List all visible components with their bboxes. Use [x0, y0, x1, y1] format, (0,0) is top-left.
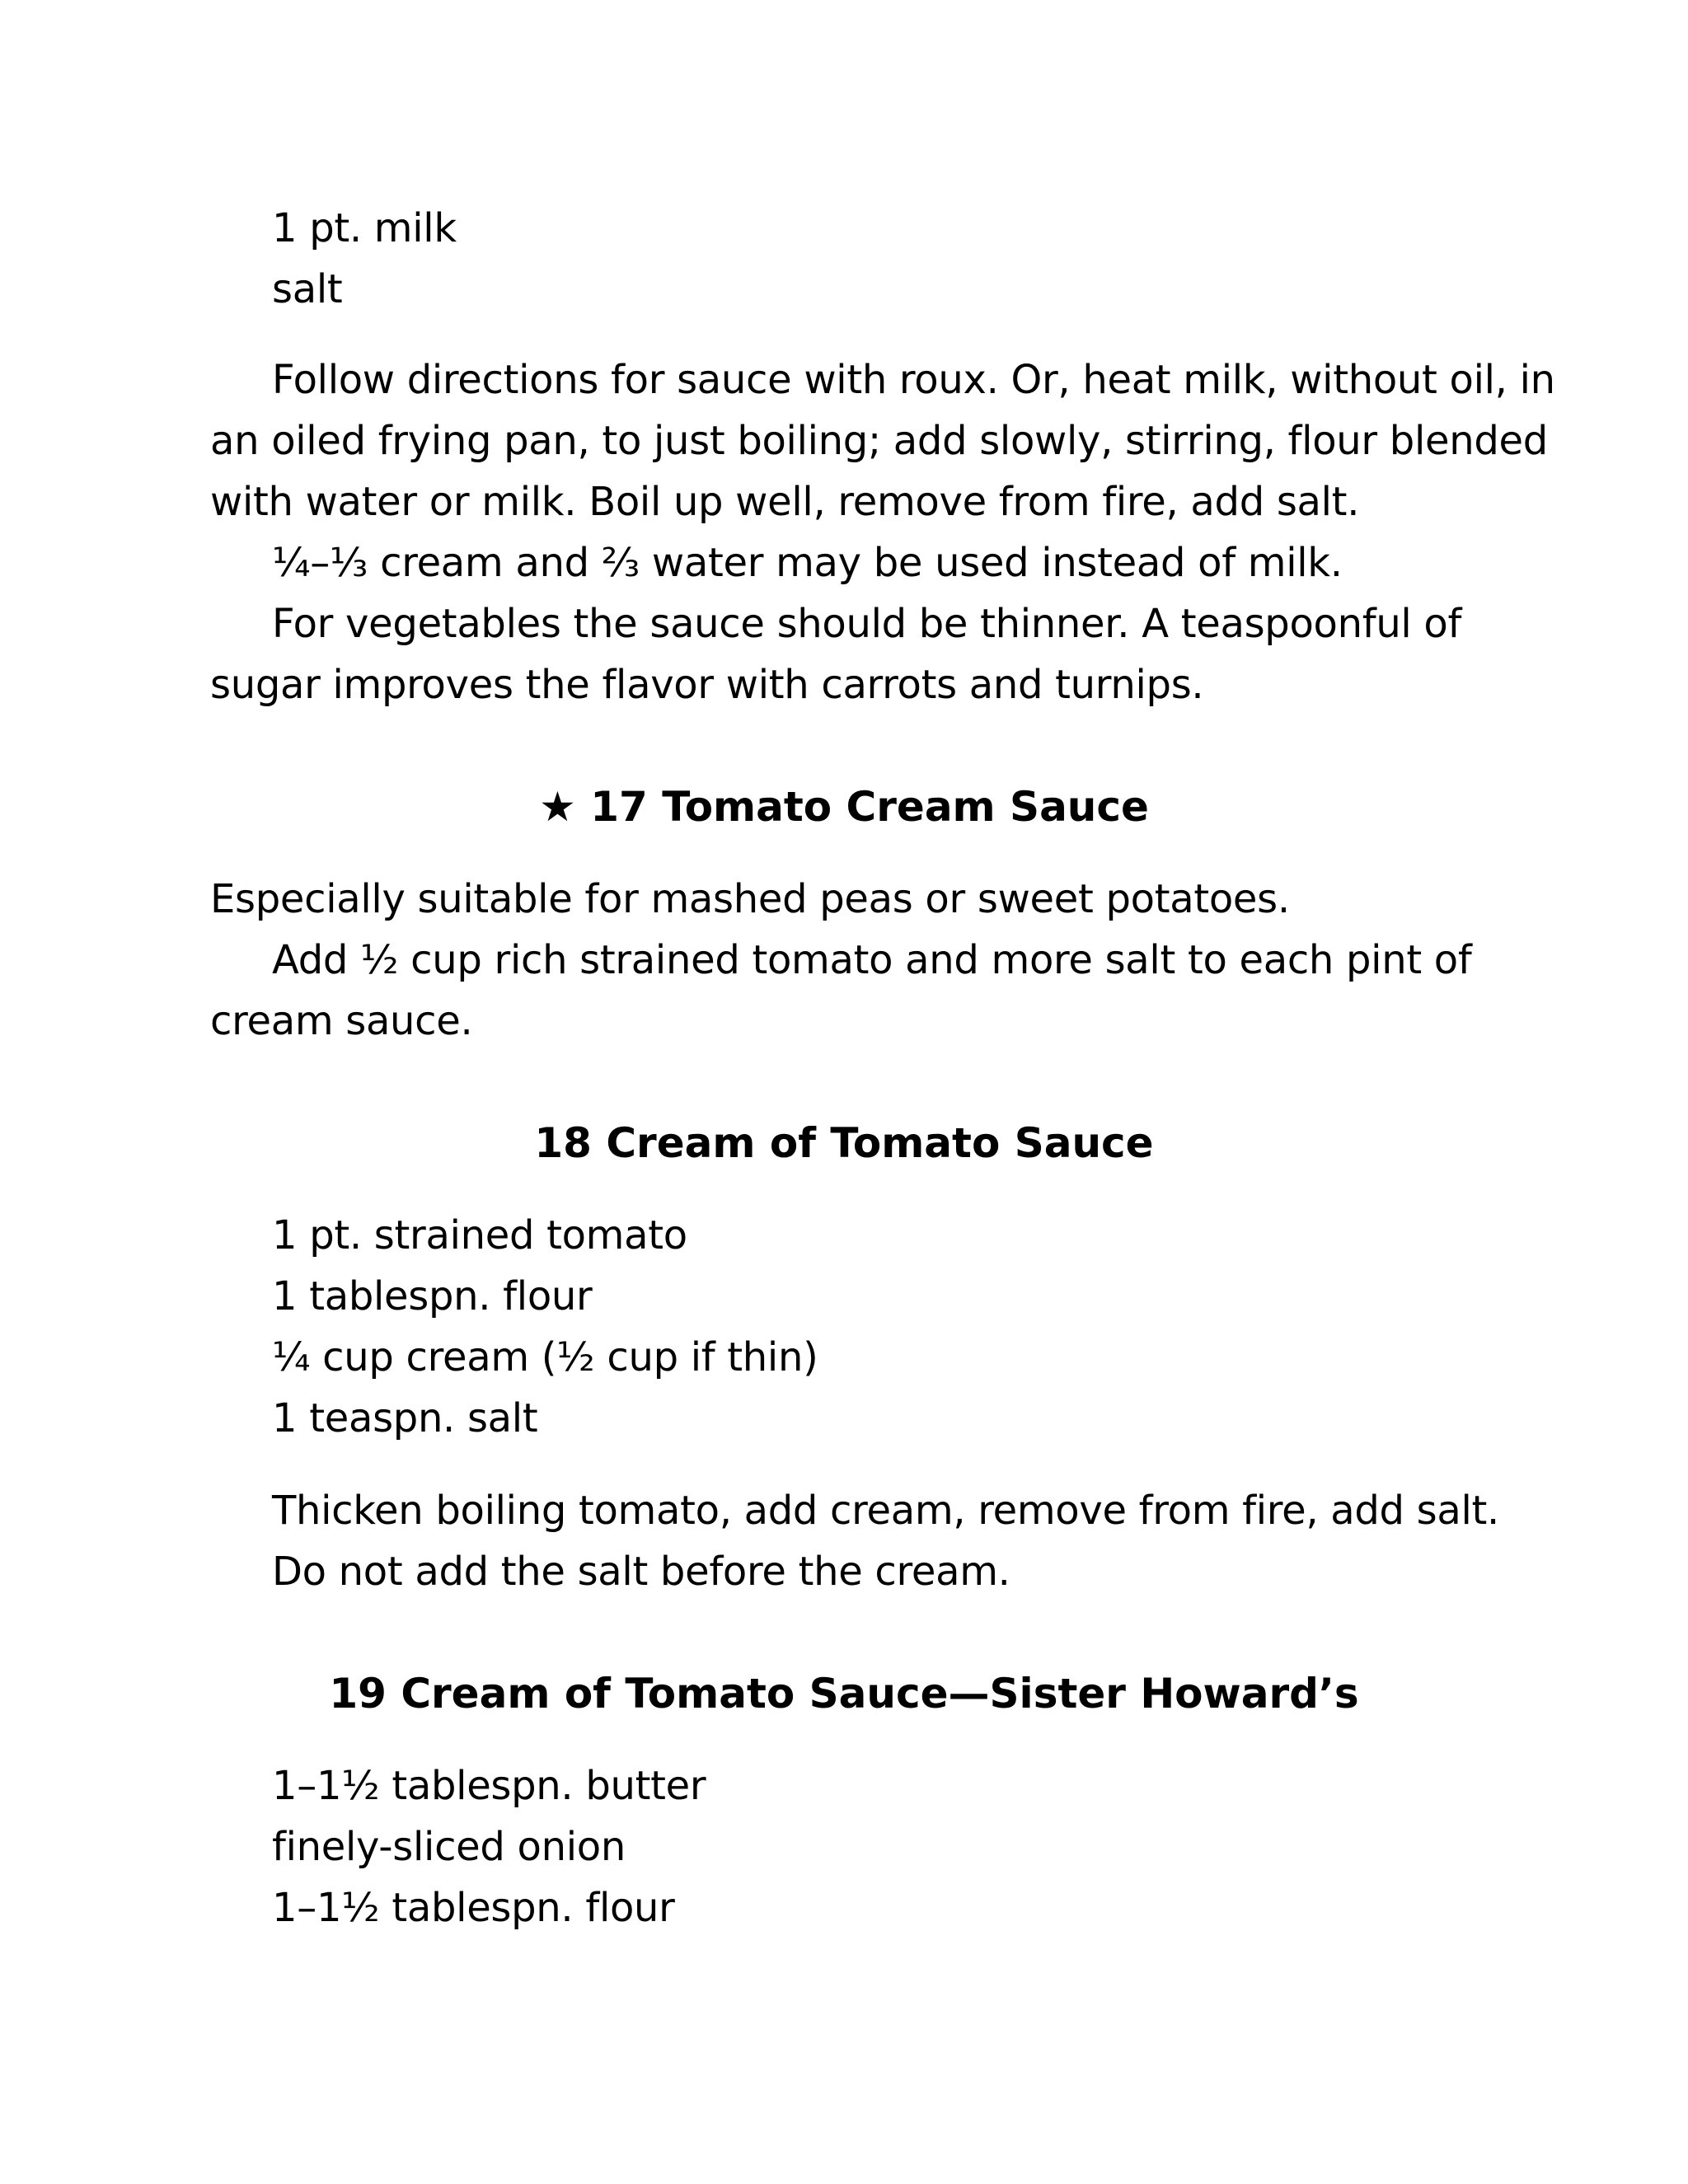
direction-line: Do not add the salt before the cream.	[272, 1549, 1010, 1595]
recipe-18-title: 18 Cream of Tomato Sauce	[534, 1119, 1154, 1167]
recipe-17-line: Add ½ cup rich strained tomato and more salt to each pint of	[272, 937, 1472, 983]
recipe-17-line: cream sauce.	[210, 998, 473, 1044]
recipe-17-line: Especially suitable for mashed peas or sweet potatoes.	[210, 876, 1290, 922]
ingredient-line: 1 teaspn. salt	[272, 1395, 538, 1441]
ingredient-line: 1–1½ tablespn. butter	[272, 1763, 706, 1809]
recipe-17-title: ★ 17 Tomato Cream Sauce	[539, 783, 1149, 831]
recipe-19-title: 19 Cream of Tomato Sauce—Sister Howard’s	[329, 1670, 1359, 1718]
ingredient-line: 1 tablespn. flour	[272, 1273, 593, 1319]
ingredient-line: salt	[272, 266, 343, 312]
ingredient-line: 1 pt. milk	[272, 205, 457, 251]
direction-line: an oiled frying pan, to just boiling; add slowly, stirring, flour blended	[210, 418, 1548, 464]
direction-line: with water or milk. Boil up well, remove from fire, add salt.	[210, 479, 1360, 525]
ingredient-line: finely-sliced onion	[272, 1824, 626, 1870]
ingredient-line: 1 pt. strained tomato	[272, 1212, 687, 1258]
direction-line: For vegetables the sauce should be thinner. A teaspoonful of	[272, 601, 1462, 647]
ingredient-line: 1–1½ tablespn. flour	[272, 1885, 675, 1931]
direction-line: Thicken boiling tomato, add cream, remove from fire, add salt.	[272, 1488, 1500, 1534]
direction-line: ¼–⅓ cream and ⅔ water may be used instead of milk.	[272, 540, 1343, 586]
ingredient-line: ¼ cup cream (½ cup if thin)	[272, 1334, 818, 1380]
direction-line: Follow directions for sauce with roux. Or, heat milk, without oil, in	[272, 357, 1555, 403]
direction-line: sugar improves the flavor with carrots and turnips.	[210, 662, 1204, 708]
